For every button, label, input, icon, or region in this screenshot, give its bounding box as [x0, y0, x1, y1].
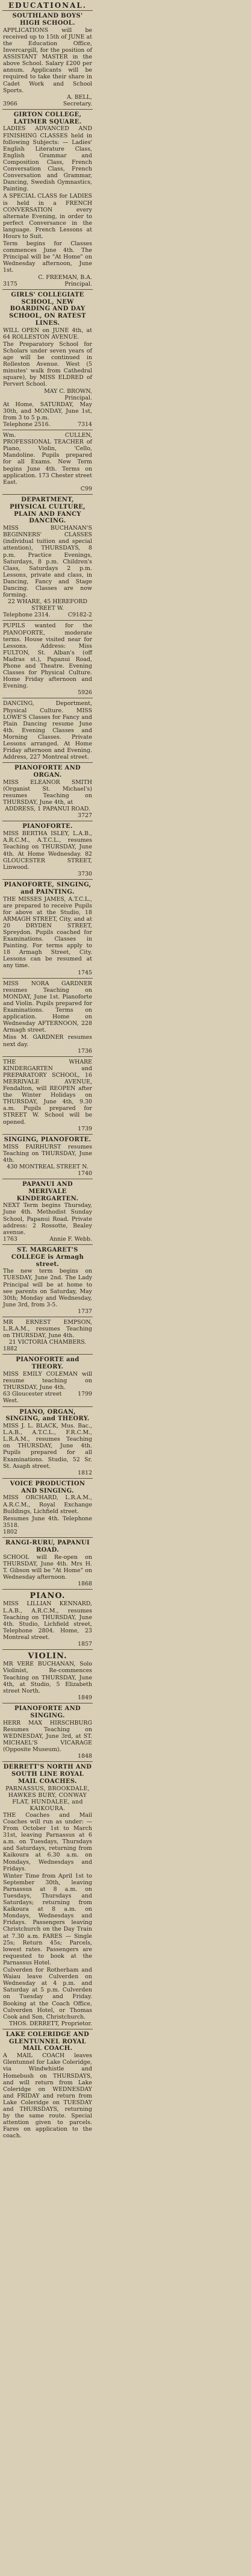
ad-text: A SPECIAL CLASS for LADIES is held in a FRENCH CONVERSATION every alternate Evening, in order to perfect Conversance in the language. French Lessons at Hours to Suit. [3, 193, 92, 240]
ad-text: MISS FAIRHURST resumes Teaching on THURSDAY, June 4th. [3, 1143, 92, 1164]
ad-girton [2, 110, 93, 290]
ad-text: DANCING, Deportment, Physical Culture. MISS LOWE'S Classes for Fancy and Plain Dancing resume June 4th. Evening Classes and Morning Classes. Private Lessons arranged. At Home Friday afternoon and Evening. Address, 227 Montreal street. [3, 700, 92, 761]
ad-title: LAKE COLERIDGE AND GLENTUNNEL ROYAL MAIL COACH. [5, 2031, 90, 2052]
classifieds-column [2, 0, 93, 2141]
ad-text: MISS LILLIAN KENNARD, L.A.B., A.R.C.M., resumes Teaching on THURSDAY, June 4th. Studio, Lichfield street, Telephone 2804. Home, 23 Montreal street. [3, 1600, 92, 1641]
ad-signature-role: Principal. [64, 394, 92, 401]
ad-title: PIANOFORTE AND SINGING. [14, 1705, 81, 1719]
ad-text: MISS J. L. BLACK, Mus. Bac., L.A.B., A.T.C.L., F.R.C.M., L.R.A.M., resumes Teaching on THURSDAY, June 4th. Pupils prepared for all Examinations. Studio, 52 Sr. St. Asaph street. [3, 1423, 92, 1470]
ad-ref: 1868 [78, 1580, 92, 1587]
ad-ref: 1763 [3, 1235, 17, 1243]
ad-text: HERR MAX HIRSCHBURG Resumes Teaching on WEDNESDAY, June 3rd, at ST. MICHAEL'S VICARAGE (Opposite Museum). [3, 1719, 92, 1753]
ad-text: MISS ORCHARD, L.R.A.M., A.R.C.M., Royal Exchange Buildings, Lichfield street. [3, 1494, 92, 1515]
ad-ref: 1745 [78, 969, 92, 976]
ad-ref: 1739 [78, 1125, 92, 1132]
ad-title: RANGI-RURU, PAPANUI ROAD. [5, 1540, 90, 1553]
ad-piano-kennard [2, 1590, 93, 1650]
ad-text: The Preparatory School for Scholars under seven years of age will be continued in Rolleston Avenue. West (5 minutes' walk from Cathedral square), by MISS ELDRED of Pervert School. [3, 340, 92, 388]
ad-text: A MAIL COACH leaves Glentunnel for Lake Coleridge, via Windwhistle and Homebush on THURSDAYS, and will return from Lake Coleridge on WEDNESDAY and FRIDAY and return from Lake Coleridge on TUESDAY and THURSDAYS, returning by the same route. Special attention given to parcels. Fares on application to the coach. [3, 2052, 92, 2140]
ad-title: DERRETT'S NORTH AND SOUTH LINE ROYAL MAIL COACHES. [3, 1764, 92, 1785]
ad-address: 21 VICTORIA CHAMBERS. [8, 1339, 87, 1346]
ad-ref: 3727 [78, 812, 92, 819]
ad-title: SOUTHLAND BOYS' HIGH SCHOOL. [12, 13, 83, 27]
ad-voice [2, 1479, 93, 1538]
ad-papanui-kindergarten [2, 1179, 93, 1245]
ad-text: Term begins for Classes commences June 4th. The Principal will be "At Home" on Wednesday afternoon, June 1st. [3, 240, 92, 274]
ad-text: Resumes June 4th. Telephone 3518. [3, 1515, 92, 1529]
ad-address: 22 WHARE, 45 HEREFORD STREET W. [8, 598, 87, 612]
ad-subtitle: PARNASSUS, BROOKDALE, HAWKES BURY, CONWAY FLAT, HUNDALEE, and KAIKOURA. [5, 1785, 90, 1812]
ad-text: MR ERNEST EMPSON, L.R.A.M., resumes Teaching on THURSDAY, June 4th. [3, 1318, 92, 1340]
ad-address: ADDRESS, 1 PAPANUI ROAD. [5, 806, 90, 813]
ad-title: PIANOFORTE and THEORY. [16, 1356, 79, 1371]
ad-ref: C99 [80, 485, 92, 492]
ad-text: SCHOOL will Re-open on THURSDAY, June 4th. Mrs H. T. Gibson will be "At Home" on Wednesday afternoon. [3, 1553, 92, 1581]
ad-ref: 3966 [3, 100, 17, 107]
ad-title: VIOLIN. [28, 1652, 67, 1661]
ad-ref: 1799 [78, 1391, 92, 1398]
ad-text: At Home, SATURDAY, May 30th, and MONDAY, June 1st, from 3 to 5 p.m. [3, 401, 92, 421]
ad-physical-culture [2, 495, 93, 621]
ad-ref: 5926 [78, 689, 92, 697]
ad-james [2, 880, 93, 979]
ad-text: Miss M. GARDNER resumes next day. [3, 1034, 92, 1048]
ad-ref: 7314 [78, 421, 92, 428]
ad-ref: 1740 [78, 1170, 92, 1177]
ad-derrett-coaches [2, 1762, 93, 2029]
ad-rangi-ruru [2, 1538, 93, 1590]
ad-hirschburg [2, 1703, 93, 1762]
ad-title: PIANO. [29, 1591, 66, 1601]
ad-organ [2, 763, 93, 821]
ad-dancing [2, 698, 93, 763]
ad-text: Wm. CULLEN, PROFESSIONAL TEACHER of Piano, Violin, 'Cello, Mandoline. Pupils prepared for all Exams. New Term begins June 4th. Terms on application. 173 Chester street East. [3, 432, 92, 486]
ad-gardner [2, 979, 93, 1057]
ad-text: THE Coaches and Mail Coaches will run as under: — From October 1st to March 31st, leaving Parnassus at 6 a.m. on Tuesdays, Thursdays and Saturdays, returning from Kaikoura at 6.30 a.m. on Mondays, Wednesdays and Fridays. [3, 1811, 92, 1872]
ad-text: NEXT Term begins Thursday, June 4th. Methodist Sunday School, Papanui Road. Private address: 2 Rossotte, Bealey avenue. [3, 1202, 92, 1236]
ad-text: Winter Time from April 1st to September 30th, leaving Parnassus at 8 a.m. on Tuesdays, Thursdays and Saturdays; returning from Kaikoura at 8 a.m. on Mondays, Wednesdays and Fridays. Passengers leaving Christchurch on the Day Train at 7.30 a.m. FARES — Single 25s; Return 45s; Parcels, lowest rates. Passengers are requested to book at the Parnassus Hotel. [3, 1872, 92, 1966]
ad-signature: C. FREEMAN, B.A. [38, 274, 92, 281]
ad-lake-coleridge [2, 2029, 93, 2142]
ad-text: THE WHARE KINDERGARTEN and PREPARATORY SCHOOL, 16 MERRIVALE AVENUE, Fendalton, will REOPEN after the Winter Holidays on THURSDAY, June 4th, 9.30 a.m. Pupils prepared for STREET W. School will be opened. [3, 1058, 92, 1126]
ad-text: THE MISSES JAMES, A.T.C.L., are prepared to receive Pupils for above at the Studio, 18 ARMAGH STREET, City, and at 20 DRYDEN STREET, Spreydon. Pupils coached for Examinations. Classes in Painting. For terms apply to 18 Armagh Street, City. Lessons can be resumed at any time. [3, 895, 92, 970]
section-heading: EDUCATIONAL. [2, 0, 93, 11]
ad-phone: Telephone 2314. [3, 612, 51, 619]
ad-empson [2, 1317, 93, 1355]
ad-signature: Annie F. Webb. [49, 1235, 92, 1243]
ad-black [2, 1407, 93, 1479]
ad-ref: 1857 [78, 1640, 92, 1647]
ad-ref: 1812 [78, 1469, 92, 1476]
ad-text: LADIES ADVANCED AND FINISHING CLASSES held in following Subjects: — Ladies' English Literature Class, English Grammar and Composition Class, French Conversation Class, French Conversation and Grammar, Dancing, Swedish Gymnastics, Painting. [3, 125, 92, 193]
ad-signature: THOS. DERRETT, Proprietor. [8, 2020, 92, 2027]
ad-title: SINGING, PIANOFORTE. [4, 1136, 91, 1143]
ad-pianoforte-theory [2, 1355, 93, 1406]
ad-text: WILL OPEN on JUNE 4th, at 64 ROLLESTON AVENUE. [3, 327, 92, 340]
ad-text: MISS NORA GARDNER resumes Teaching on MONDAY, June 1st. Pianoforte and Violin. Pupils prepared for Examinations. Terms on application. Home on Wednesday AFTERNOON, 228 Armagh street. [3, 980, 92, 1034]
ad-st-margarets [2, 1245, 93, 1317]
ad-text: MR VERE BUCHANAN, Solo Violinist, Re-commences Teaching on THURSDAY, June 4th, at Studio, 5 Elizabeth street North. [3, 1661, 92, 1694]
ad-title: PIANOFORTE, SINGING, and PAINTING. [4, 881, 91, 895]
ad-text: PUPILS wanted for the PIANOFORTE, moderate terms. House visited near for Lessons. Address: Miss FULTON, St. Alban's (off Madras st.), Papanui Road, Phone and Theatre. Evening Classes for Physical Culture. Home Friday afternoon and Evening. [3, 622, 92, 690]
ad-title: DEPARTMENT, PHYSICAL CULTURE, PLAIN AND FANCY DANCING. [10, 496, 85, 525]
ad-address: 430 MONTREAL STREET N. [7, 1163, 88, 1170]
ad-text: The new term begins on TUESDAY, June 2nd. The Lady Principal will be at home to see parents on Saturday, May 30th; Monday and Wednesday, June 3rd, from 3-5. [3, 1268, 92, 1308]
ad-singing [2, 1135, 93, 1179]
ad-ref: 3175 [3, 280, 17, 287]
ad-text: APPLICATIONS will be received up to 15th of JUNE at the Education Office, Invercargill, for the position of ASSISTANT MASTER in the above School. Salary £200 per annum. Applicants will be required to take their share in Cadet Work and School Sports. [3, 27, 92, 94]
ad-ref: 1848 [78, 1753, 92, 1760]
ad-ref: 1849 [78, 1694, 92, 1701]
ad-text: Culverden for Rotherham and Waiau leave Culverden on Wednesday at 4 p.m. and Saturday at 5 p.m. Culverden on Tuesday and Friday. Booking at the Coach Office, Culverden Hotel, or Thomas Cook and Son, Christchurch. [3, 1967, 92, 2020]
ad-title: VOICE PRODUCTION AND SINGING. [10, 1480, 85, 1494]
ad-title: PAPANUI AND MERIVALE KINDERGARTEN. [16, 1180, 79, 1202]
ad-ref: 1736 [78, 1047, 92, 1055]
ad-ref: 3730 [78, 870, 92, 877]
ad-text: MISS BUCHANAN'S BEGINNERS' CLASSES (individual tuition and special attention), THURSDAYS, 8 p.m. Practice Evenings, Saturdays, 8 p.m. Children's Class, Saturdays 2 p.m. Lessons, private and class, in Dancing, Fancy and Stage Dancing. Classes are now forming. [3, 525, 92, 599]
ad-cullen [2, 430, 93, 495]
ad-text: MISS ELEANOR SMITH (Organist St. Michael's) resumes Teaching on THURSDAY, June 4th, at [3, 779, 92, 806]
ad-signature: MAY C. BROWN, [44, 387, 92, 395]
ad-piano-pupils [2, 621, 93, 698]
ad-title: GIRLS' COLLEGIATE SCHOOL, NEW BOARDING AND DAY SCHOOL, ON RATEST LINES. [9, 291, 86, 327]
ad-violin [2, 1650, 93, 1703]
ad-ref: 1737 [78, 1308, 92, 1315]
ad-title: PIANOFORTE AND ORGAN. [14, 765, 81, 779]
ad-title: PIANO, ORGAN, SINGING, and THEORY. [5, 1408, 90, 1423]
ad-ref: 1882 [3, 1346, 17, 1353]
ad-signature-role: Secretary. [63, 100, 92, 107]
ad-title: GIRTON COLLEGE, LATIMER SQUARE. [13, 111, 82, 125]
ad-text: MISS BERTHA ISLEY, L.A.B., A.R.C.M., A.T.C.L., resumes Teaching on THURSDAY, June 4th. At Home Wednesday. 82 GLOUCESTER STREET, Linwood. [3, 830, 92, 871]
ad-ref: C9182-2 [67, 612, 92, 619]
ad-title: ST. MARGARET'S COLLEGE is Armagh street. [11, 1246, 84, 1268]
ad-southland [2, 11, 93, 110]
ad-kindergarten [2, 1057, 93, 1135]
ad-text: MISS EMILY COLEMAN will resume teaching on THURSDAY, June 4th. [3, 1371, 92, 1391]
ad-phone: Telephone 2516. [3, 421, 51, 428]
ad-ref: 1802 [3, 1528, 17, 1535]
ad-address: 63 Gloucester street West. [3, 1391, 62, 1405]
ad-ilsley [2, 821, 93, 879]
ad-signature: A. BELL, [67, 93, 92, 101]
ad-girls-collegiate [2, 290, 93, 430]
ad-title: PIANOFORTE. [22, 823, 73, 830]
ad-signature-role: Principal. [64, 280, 92, 287]
